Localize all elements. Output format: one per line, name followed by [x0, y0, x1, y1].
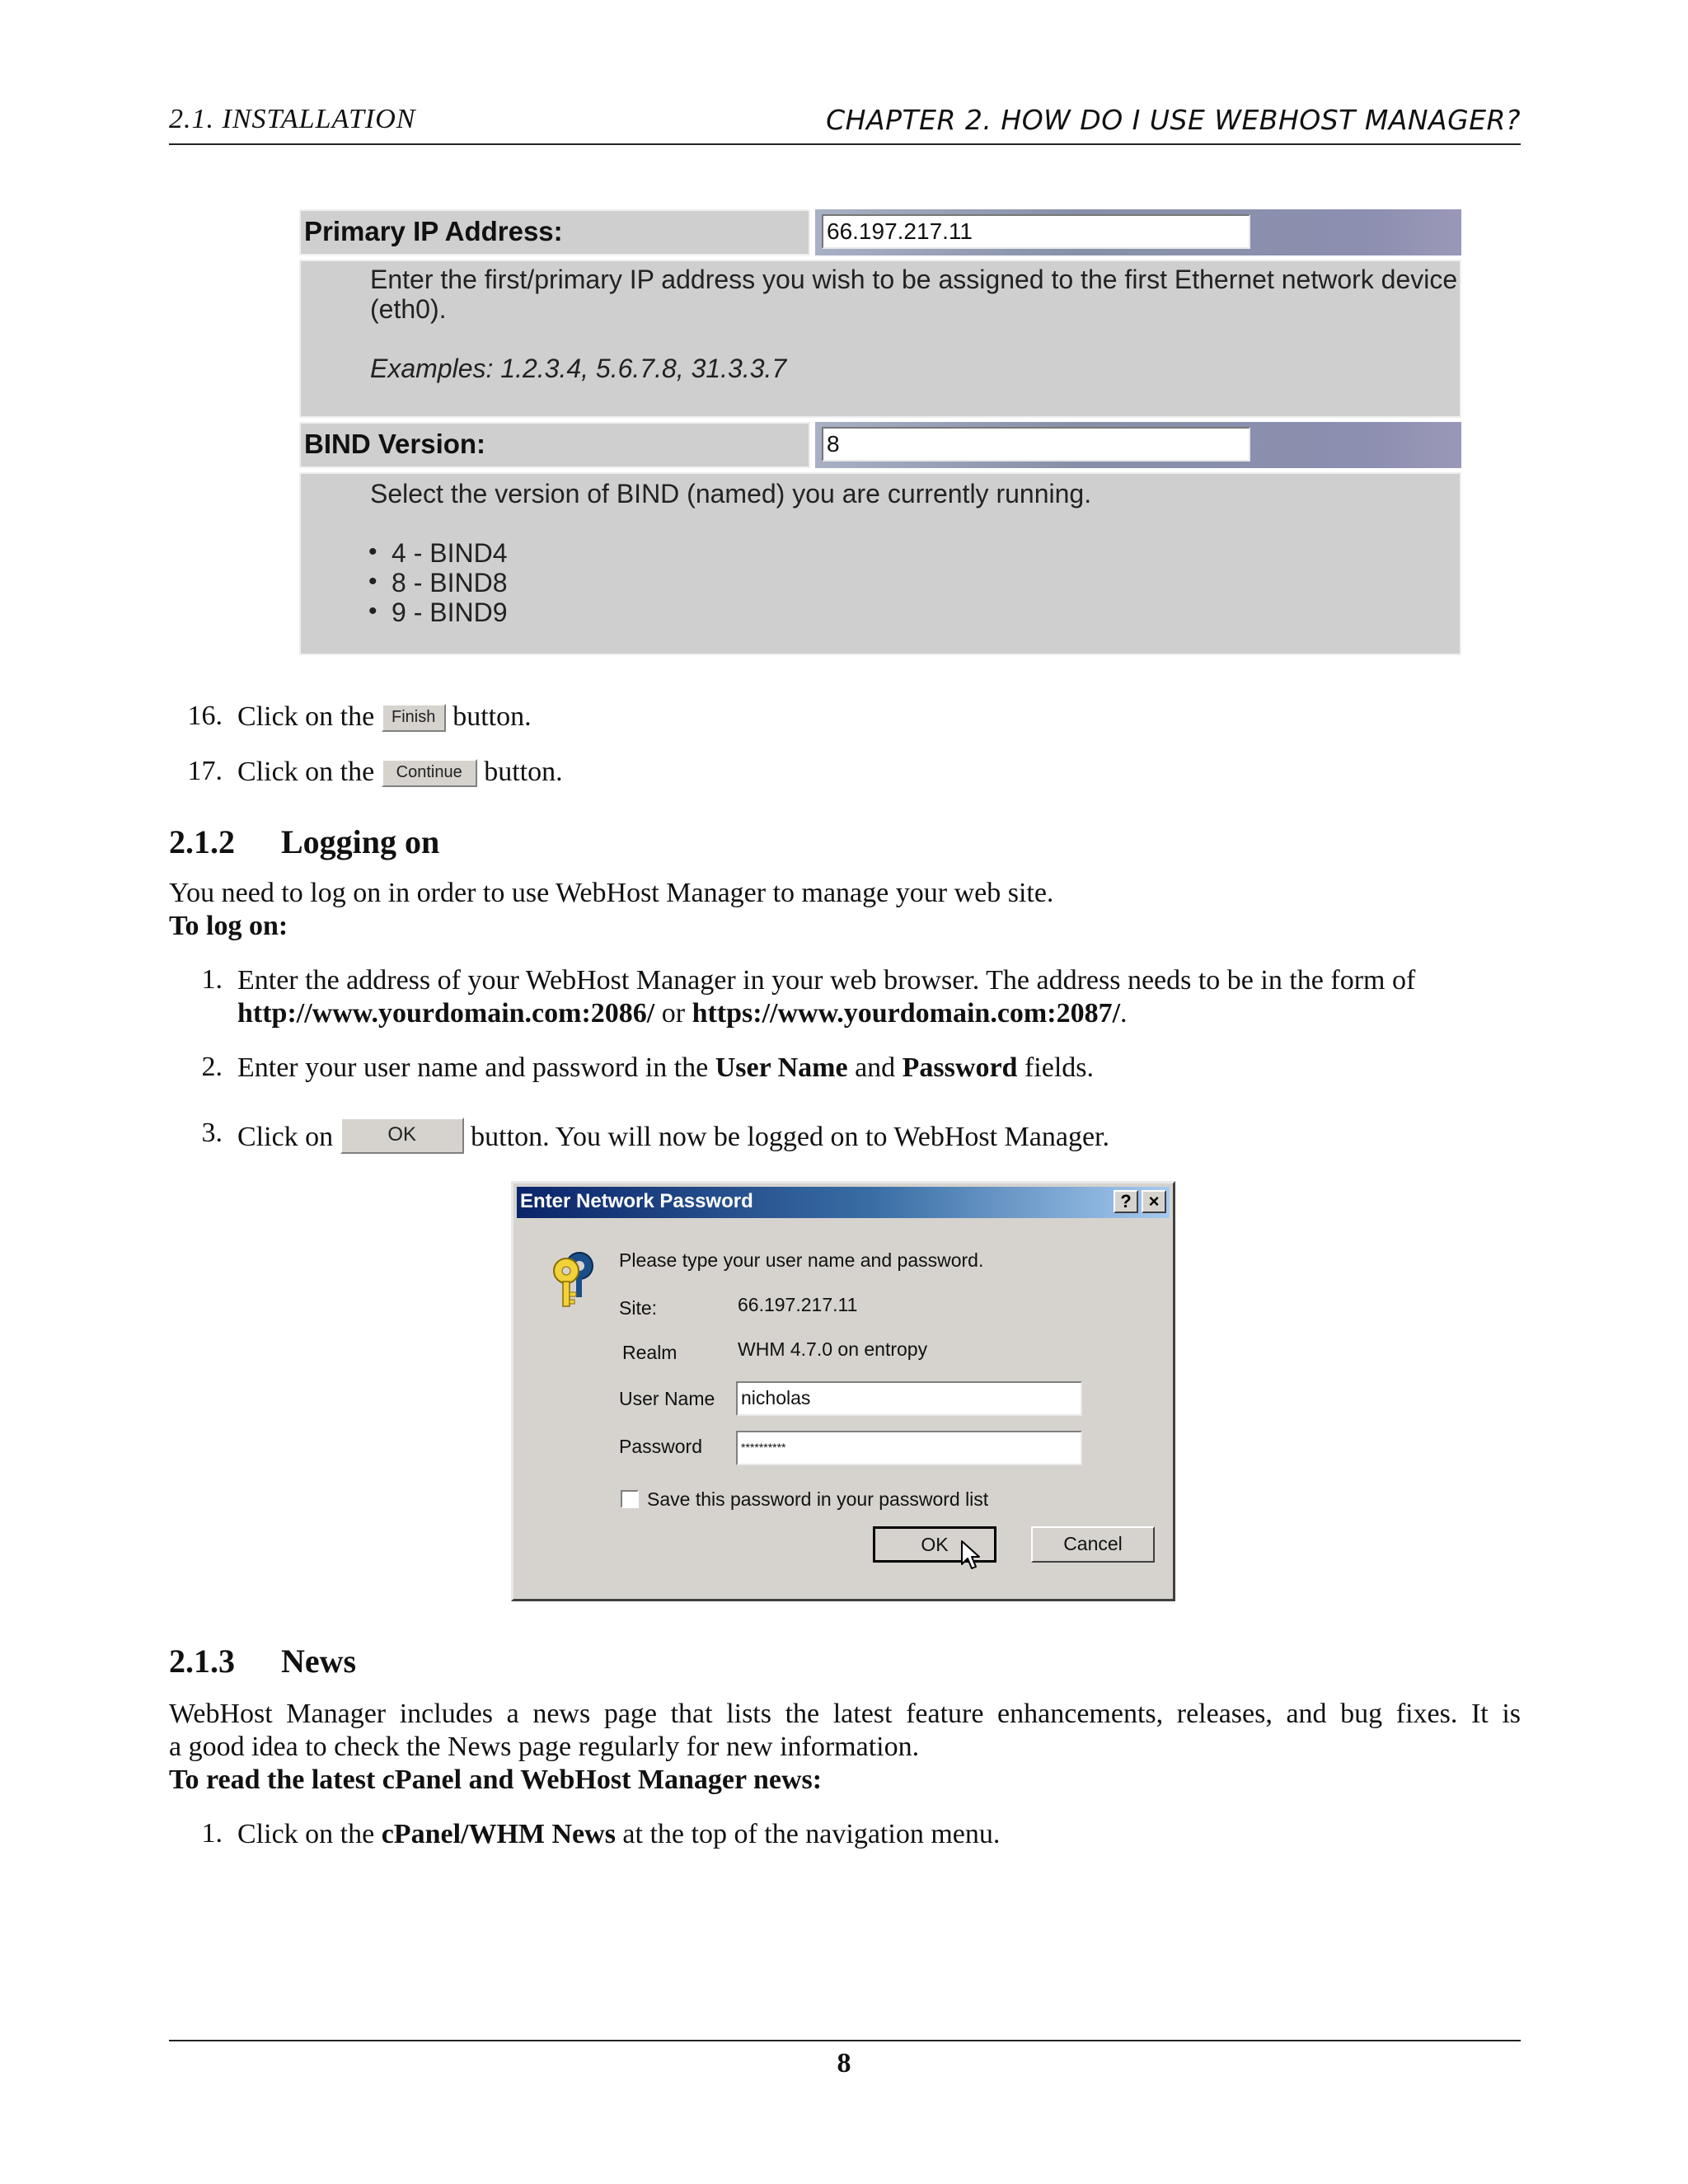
save-password-checkbox[interactable] [621, 1490, 639, 1508]
bind-option-9: • 9 - BIND9 [392, 598, 507, 628]
realm-label: Realm [622, 1342, 678, 1363]
news-step-1-link: cPanel/WHM News [381, 1819, 616, 1849]
primary-ip-label: Primary IP Address: [304, 216, 563, 246]
logging-step-1-line2 [237, 997, 1128, 1030]
running-header [169, 104, 1521, 145]
step-2-and: and [847, 1052, 903, 1083]
news-step-1 [237, 1818, 1000, 1851]
footer-rule [169, 2040, 1521, 2041]
dialog-title-bar [517, 1187, 1170, 1218]
bind-option-4: • 4 - BIND4 [392, 538, 507, 569]
site-value: 66.197.217.11 [738, 1294, 858, 1315]
primary-ip-description [299, 260, 1461, 418]
logging-step-1-number: 1. [201, 964, 223, 995]
news-subheading: To read the latest cPanel and WebHost Manager news: [169, 1765, 823, 1795]
header-chapter: CHAPTER 2. HOW DO I USE WEBHOST MANAGER? [826, 104, 1521, 136]
help-icon[interactable]: ? [1114, 1190, 1138, 1213]
news-paragraph-line1: WebHost Manager includes a news page that lists the latest feature enhancements, releases, and bug fixes. It is [169, 1699, 1521, 1729]
user-name-label: User Name [619, 1388, 715, 1409]
password-label: Password [619, 1436, 702, 1457]
step-16-pre: Click on the [237, 701, 375, 732]
url-https[interactable]: https://www.yourdomain.com:2087/ [692, 998, 1121, 1029]
primary-ip-row [299, 209, 1461, 255]
bind-version-desc: Select the version of BIND (named) you are currently running. [370, 479, 1092, 509]
save-password-label: Save this password in your password list [647, 1488, 989, 1510]
section-heading-news: News [281, 1643, 357, 1680]
bind-version-input[interactable]: 8 [822, 427, 1250, 462]
dialog-ok-button[interactable]: OK [873, 1526, 996, 1563]
inline-ok-button[interactable]: OK [340, 1118, 464, 1154]
network-password-dialog [511, 1181, 1175, 1601]
url-http[interactable]: http://www.yourdomain.com:2086/ [237, 998, 655, 1029]
bind-version-label-cell [299, 422, 810, 468]
primary-ip-desc-line1: Enter the first/primary IP address you wish to be assigned to the first Ethernet network device [370, 265, 1458, 294]
finish-button[interactable]: Finish [382, 704, 446, 732]
logging-step-2 [237, 1052, 1094, 1085]
step-2-username: User Name [715, 1052, 848, 1083]
realm-value: WHM 4.7.0 on entropy [738, 1338, 928, 1360]
mouse-cursor-icon [960, 1540, 982, 1571]
page-number: 8 [837, 2048, 851, 2079]
primary-ip-desc-line2: (eth0). [370, 294, 447, 324]
primary-ip-input-cell [815, 209, 1461, 255]
keys-icon [546, 1246, 604, 1309]
url-or: or [654, 998, 692, 1029]
step-2-password: Password [902, 1052, 1018, 1083]
close-icon[interactable]: × [1142, 1190, 1166, 1213]
logging-step-1-line1: Enter the address of your WebHost Manager in your web browser. The address needs to be in the form of [237, 965, 1416, 996]
logging-intro: You need to log on in order to use WebHost Manager to manage your web site. [169, 878, 1054, 908]
step-16-number: 16. [187, 701, 223, 731]
continue-button[interactable]: Continue [382, 759, 477, 787]
user-name-input[interactable]: nicholas [736, 1381, 1082, 1416]
primary-ip-input[interactable]: 66.197.217.11 [822, 214, 1250, 249]
step-3-post: button. You will now be logged on to WebHost Manager. [471, 1122, 1109, 1152]
bind-version-row [299, 422, 1461, 468]
password-input[interactable]: ********** [736, 1431, 1082, 1465]
primary-ip-examples: Examples: 1.2.3.4, 5.6.7.8, 31.3.3.7 [370, 354, 787, 383]
step-17 [237, 756, 563, 789]
step-17-number: 17. [187, 756, 223, 786]
logging-step-3 [237, 1118, 1109, 1154]
step-17-post: button. [484, 757, 563, 787]
bind-version-input-cell [815, 422, 1461, 468]
step-2-e: fields. [1017, 1052, 1094, 1083]
step-16-post: button. [452, 701, 532, 732]
dialog-prompt: Please type your user name and password. [619, 1249, 984, 1271]
dialog-title: Enter Network Password [520, 1190, 753, 1212]
primary-ip-label-cell [299, 209, 810, 255]
news-step-1-c: at the top of the navigation menu. [615, 1819, 1001, 1849]
step-17-pre: Click on the [237, 757, 375, 787]
header-section: 2.1. INSTALLATION [169, 104, 416, 134]
site-label: Site: [619, 1297, 658, 1319]
bind-version-label: BIND Version: [304, 429, 486, 459]
step-3-pre: Click on [237, 1122, 334, 1152]
bind-option-8: • 8 - BIND8 [392, 568, 507, 598]
news-step-1-a: Click on the [237, 1819, 382, 1849]
news-step-1-number: 1. [201, 1818, 223, 1849]
url-period: . [1120, 998, 1128, 1029]
logging-step-2-number: 2. [201, 1052, 223, 1082]
bind-version-description [299, 472, 1461, 655]
step-2-a: Enter your user name and password in the [237, 1052, 715, 1083]
section-number-2-1-3: 2.1.3 [169, 1643, 235, 1680]
section-heading-logging-on: Logging on [281, 823, 440, 860]
dialog-cancel-button[interactable]: Cancel [1031, 1526, 1155, 1563]
logging-subheading: To log on: [169, 911, 288, 941]
news-paragraph-line2: a good idea to check the News page regularly for new information. [169, 1732, 920, 1762]
logging-step-3-number: 3. [201, 1118, 223, 1148]
section-number-2-1-2: 2.1.2 [169, 823, 235, 860]
step-16 [237, 701, 532, 733]
